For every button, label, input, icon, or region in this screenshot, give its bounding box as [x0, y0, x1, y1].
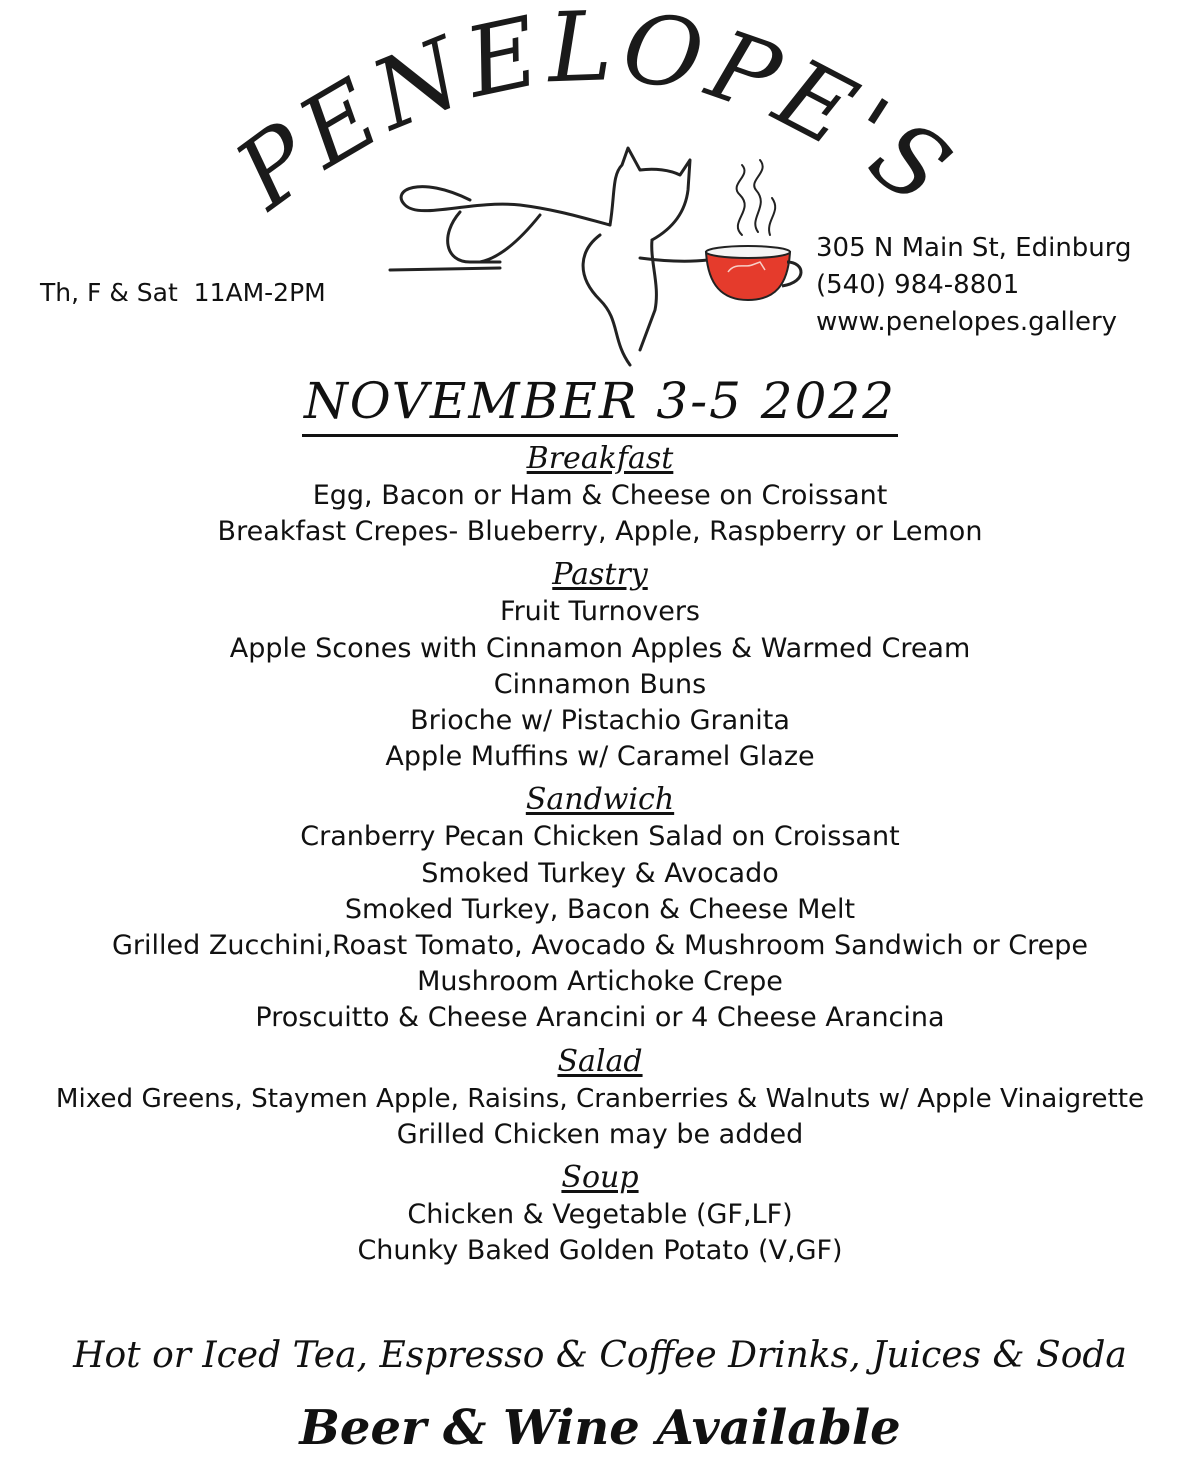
section-heading-text: Breakfast	[526, 441, 674, 476]
section-heading-text: Salad	[557, 1043, 643, 1079]
menu-item: Breakfast Crepes- Blueberry, Apple, Raspberry or Lemon	[217, 516, 983, 548]
section-heading-text: Sandwich	[525, 782, 675, 818]
website-link[interactable]: www.penelopes.gallery	[816, 307, 1118, 337]
section-heading	[0, 1159, 1200, 1197]
drinks-line: Hot or Iced Tea, Espresso & Coffee Drinks, Juices & Soda	[73, 1335, 1127, 1376]
menu-item: Smoked Turkey, Bacon & Cheese Melt	[344, 893, 856, 925]
menu-item: Chunky Baked Golden Potato (V,GF)	[357, 1235, 843, 1267]
address: 305 N Main St, Edinburg	[816, 233, 1132, 263]
menu-item: Apple Muffins w/ Caramel Glaze	[385, 741, 815, 773]
opening-hours: Th, F & Sat 11AM-2PM	[40, 278, 326, 307]
brand-name: PENELOPE'S	[215, 0, 975, 231]
phone-number[interactable]: (540) 984-8801	[816, 270, 1020, 300]
menu-item: Proscuitto & Cheese Arancini or 4 Cheese Arancina	[255, 1002, 945, 1034]
section-soup	[0, 1159, 1200, 1269]
menu-date-text: NOVEMBER 3-5 2022	[302, 372, 898, 437]
section-sandwich	[0, 781, 1200, 1036]
section-heading-text: Pastry	[552, 557, 648, 593]
menu-list	[0, 440, 1200, 1269]
menu-item: Fruit Turnovers	[500, 596, 700, 628]
menu-item: Egg, Bacon or Ham & Cheese on Croissant	[312, 480, 888, 511]
menu-item: Brioche w/ Pistachio Granita	[410, 705, 790, 737]
menu-item: Mushroom Artichoke Crepe	[417, 966, 783, 998]
section-heading	[0, 556, 1200, 594]
menu-item: Chicken & Vegetable (GF,LF)	[407, 1199, 793, 1231]
menu-item: Apple Scones with Cinnamon Apples & Warmed Cream	[229, 632, 971, 664]
section-salad	[0, 1043, 1200, 1153]
menu-item: Mixed Greens, Staymen Apple, Raisins, Cranberries & Walnuts w/ Apple Vinaigrette	[55, 1083, 1145, 1114]
section-pastry	[0, 556, 1200, 775]
section-heading	[0, 440, 1200, 478]
section-breakfast	[0, 440, 1200, 550]
contact-info	[816, 230, 1132, 341]
section-heading	[0, 781, 1200, 819]
menu-item: Cranberry Pecan Chicken Salad on Croissant	[300, 821, 900, 853]
beer-wine-line: Beer & Wine Available	[299, 1400, 901, 1456]
menu-item: Cinnamon Buns	[493, 668, 707, 700]
section-heading	[0, 1043, 1200, 1081]
menu-item: Grilled Chicken may be added	[396, 1118, 804, 1150]
section-heading-text: Soup	[561, 1160, 639, 1196]
menu-date-title	[0, 372, 1200, 430]
menu-item: Smoked Turkey & Avocado	[421, 857, 779, 889]
menu-item: Grilled Zucchini,Roast Tomato, Avocado & Mushroom Sandwich or Crepe	[111, 930, 1088, 962]
coffee-cup-icon	[706, 246, 801, 300]
